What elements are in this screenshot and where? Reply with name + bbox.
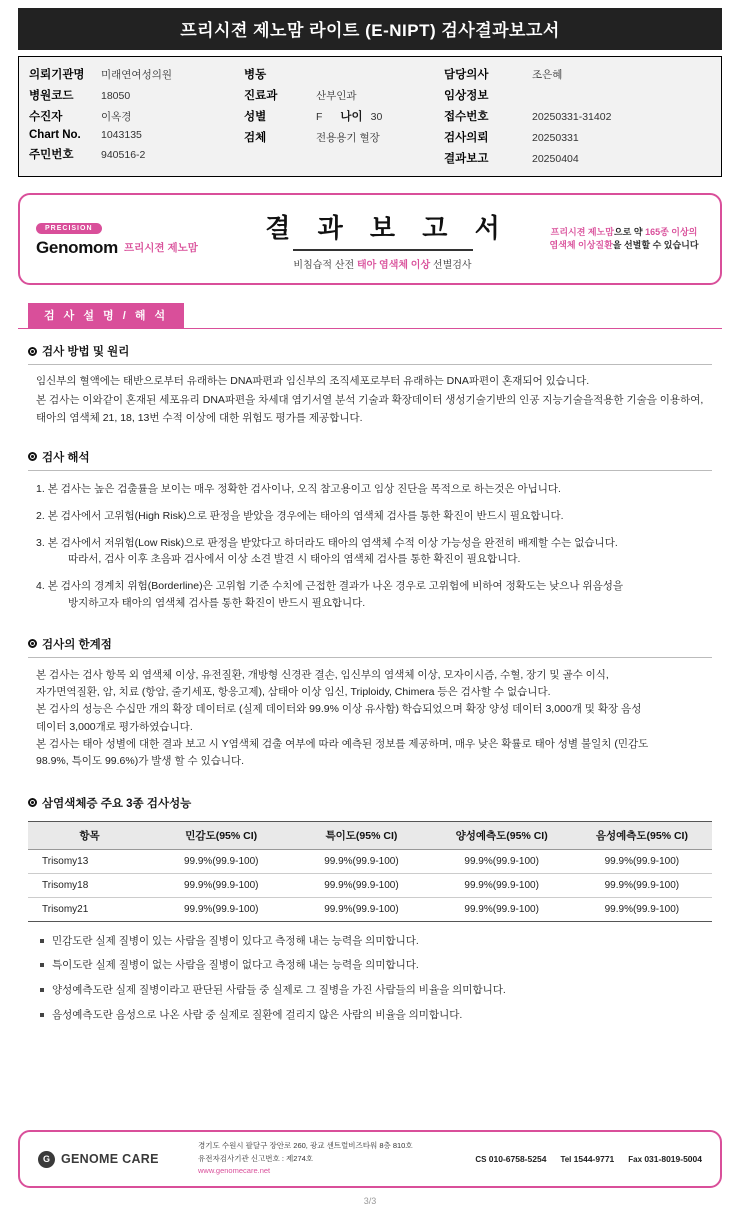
info-row [29, 129, 244, 141]
limits-line-5: 본 검사는 태아 성별에 대한 결과 보고 시 Y염색체 검출 여부에 따라 예측된 정보를 제공하며, 매우 낮은 확률로 태아 성별 불일치 (민감도 [36, 737, 649, 750]
circle-bullet-icon [28, 798, 37, 807]
cell-npv: 99.9%(99.9-100) [572, 897, 712, 921]
info-label: 임상정보 [444, 90, 489, 102]
report-page [0, 8, 740, 1216]
info-row [444, 129, 694, 145]
contact-info [475, 1154, 702, 1164]
info-label: 성별 [244, 111, 267, 123]
cell-npv: 99.9%(99.9-100) [572, 849, 712, 873]
info-label: 병동 [244, 69, 267, 81]
g-mark-icon: G [38, 1151, 55, 1168]
report-subtitle [221, 256, 544, 271]
list-item [36, 481, 712, 498]
item-text-continued: 방지하고자 태아의 염색체 검사를 통한 확진이 반드시 필요합니다. [68, 596, 366, 609]
brand-korean-name: 프리시젼 제노맘 [123, 242, 198, 254]
list-item [36, 508, 712, 525]
divider [28, 657, 712, 658]
column-header: 특이도(95% CI) [291, 821, 431, 849]
note-tail: 을 선별할 수 있습니다 [612, 240, 699, 250]
info-label: Chart No. [29, 129, 81, 141]
section-tab-explanation: 검 사 설 명 / 해 석 [28, 303, 184, 328]
report-title: 결 과 보 고 서 [265, 212, 510, 243]
info-value: 20250331-31402 [532, 111, 612, 123]
info-value: 18050 [101, 90, 131, 102]
limits-line-2: 자가면역질환, 암, 치료 (항암, 줄기세포, 항응고제), 삼태아 이상 임신, Triploidy, Chimera 등은 검사할 수 없습니다. [36, 686, 551, 699]
divider [28, 364, 712, 365]
cell-ppv: 99.9%(99.9-100) [432, 897, 572, 921]
address-line-2: 유전자검사기관 신고번호 : 제274호 [198, 1153, 314, 1163]
cell-item: Trisomy18 [28, 873, 151, 897]
limits-line-4: 데이터 3,000개로 평가하였습니다. [36, 720, 193, 733]
table-row [28, 897, 712, 921]
company-address [198, 1140, 475, 1178]
circle-bullet-icon [28, 639, 37, 648]
column-header: 양성예측도(95% CI) [432, 821, 572, 849]
heading-interpretation [28, 449, 712, 465]
list-item: 음성예측도란 음성으로 나온 사람 중 실제로 질환에 걸리지 않은 사람의 비율을 의미합니다. [38, 1008, 712, 1024]
info-row [444, 150, 694, 166]
method-paragraph-1: 임신부의 혈액에는 태반으로부터 유래하는 DNA파편과 임신부의 조직세포로부터 유래하는 DNA파편이 혼재되어 있습니다. [36, 375, 590, 387]
info-label: 주민번호 [29, 149, 74, 161]
cell-item: Trisomy21 [28, 897, 151, 921]
heading-method [28, 343, 712, 359]
subtitle-highlight: 태아 염색체 이상 [356, 259, 431, 271]
cell-item: Trisomy13 [28, 849, 151, 873]
patient-info-column-2 [244, 66, 444, 166]
item-number: 1. [36, 482, 45, 495]
column-header: 항목 [28, 821, 151, 849]
report-note [544, 226, 704, 253]
info-label: 수진자 [29, 111, 63, 123]
list-item [36, 535, 712, 569]
contact-tel [560, 1154, 614, 1164]
heading-limits [28, 636, 712, 652]
info-value: 940516-2 [101, 149, 146, 161]
info-value: 미래연여성의원 [101, 69, 173, 81]
method-paragraph-2: 본 검사는 이와같이 혼재된 세포유리 DNA파편을 차세대 염기서열 분석 기술과 확장데이터 생성기술기반의 인공 지능기술을적용한 기술을 이용하여, 태아의 염색체 21, 18, 13번 수적 이상에 대한 위험도 평가를 제공합니다. [36, 394, 704, 424]
limits-line-1: 본 검사는 검사 항목 외 염색체 이상, 유전질환, 개방형 신경관 결손, 임신부의 염색체 이상, 모자이시즘, 수혈, 장기 및 골수 이식, [36, 668, 609, 681]
info-row [29, 66, 244, 82]
brand-name: Genomom [36, 237, 118, 257]
info-value: 조은혜 [532, 69, 563, 81]
contact-fax-label: Fax [628, 1155, 643, 1164]
table-header-row [28, 821, 712, 849]
contact-fax [628, 1154, 702, 1164]
info-label: 병원코드 [29, 90, 74, 102]
cell-specificity: 99.9%(99.9-100) [291, 873, 431, 897]
contact-tel-label: Tel [560, 1155, 572, 1164]
info-row [444, 108, 694, 124]
cell-specificity: 99.9%(99.9-100) [291, 849, 431, 873]
interpretation-list [36, 481, 712, 612]
item-text: 본 검사의 경계치 위험(Borderline)은 고위험 기준 수치에 근접한 결과가 나온 경우로 고위험에 비하여 정확도는 낮으나 위음성을 [47, 580, 624, 593]
circle-bullet-icon [28, 347, 37, 356]
divider [28, 470, 712, 471]
contact-fax-value: 031-8019-5004 [644, 1154, 702, 1164]
item-text-continued: 따라서, 검사 이후 초음파 검사에서 이상 소견 발견 시 태아의 염색체 검사를 통한 확진이 필요합니다. [68, 553, 521, 566]
info-value: 전용용기 혈장 [316, 132, 380, 144]
cell-npv: 99.9%(99.9-100) [572, 873, 712, 897]
info-value: 산부인과 [316, 90, 357, 102]
cell-sensitivity: 99.9%(99.9-100) [151, 849, 291, 873]
company-name: GENOME CARE [61, 1152, 159, 1166]
heading-interpretation-label: 검사 해석 [42, 451, 90, 464]
report-title-block [221, 208, 544, 271]
page-title: 프리시젼 제노맘 라이트 (E-NIPT) 검사결과보고서 [18, 8, 722, 50]
list-item [36, 578, 712, 612]
contact-tel-value: 1544-9771 [573, 1154, 615, 1164]
info-label: 담당의사 [444, 69, 489, 81]
limits-line-3: 본 검사의 성능은 수십만 개의 확장 데이터로 (실제 데이터와 99.9% 이상 유사함) 학습되었으며 확장 양성 데이터 3,000개 및 확장 음성 [36, 703, 642, 716]
info-row [444, 66, 694, 82]
brand-logo-row [36, 238, 221, 258]
info-row-gender-age [244, 108, 444, 124]
item-number: 3. [36, 536, 45, 549]
info-row [444, 87, 694, 103]
item-number: 2. [36, 509, 45, 522]
item-text: 본 검사는 높은 검출률을 보이는 매우 정확한 검사이나, 오직 참고용이고 임상 진단을 목적으로 하는것은 아닙니다. [47, 482, 561, 495]
contact-cs [475, 1154, 546, 1164]
list-item: 특이도란 실제 질병이 없는 사람을 질병이 없다고 측정해 내는 능력을 의미합니다. [38, 958, 712, 974]
column-header: 민감도(95% CI) [151, 821, 291, 849]
page-number: 3/3 [363, 1196, 377, 1206]
patient-info-column-3 [444, 66, 694, 166]
note-disease: 염색체 이상질환 [549, 240, 613, 250]
info-row [244, 129, 444, 145]
brand-block [36, 221, 221, 258]
report-note-line2 [544, 239, 704, 253]
precision-badge: PRECISION [36, 223, 102, 234]
report-brand-frame [18, 193, 722, 285]
list-item: 민감도란 실제 질병이 있는 사람을 질병이 있다고 측정해 내는 능력을 의미합니다. [38, 934, 712, 950]
info-row [244, 87, 444, 103]
title-underline [293, 249, 473, 251]
item-text: 본 검사에서 저위험(Low Risk)으로 판정을 받았다고 하더라도 태아의 염색체 수적 이상 가능성을 완전히 배제할 수는 없습니다. [47, 536, 618, 549]
info-label: 검사의뢰 [444, 132, 489, 144]
contact-cs-value: 010-6758-5254 [488, 1154, 547, 1164]
info-label: 진료과 [244, 90, 278, 102]
list-item: 양성예측도란 실제 질병이라고 판단된 사람들 중 실제로 그 질병을 가진 사람들의 비율을 의미합니다. [38, 983, 712, 999]
footer [18, 1130, 722, 1188]
genome-care-logo [38, 1151, 198, 1168]
info-value: 20250331 [532, 132, 579, 144]
cell-specificity: 99.9%(99.9-100) [291, 897, 431, 921]
cell-ppv: 99.9%(99.9-100) [432, 849, 572, 873]
heading-performance [28, 795, 712, 811]
table-row [28, 849, 712, 873]
performance-notes [38, 934, 712, 1024]
patient-info-column-1 [29, 66, 244, 166]
cell-sensitivity: 99.9%(99.9-100) [151, 873, 291, 897]
info-value-age: 30 [370, 111, 383, 123]
item-number: 4. [36, 580, 45, 593]
address-line-1: 경기도 수원시 팔달구 장안로 260, 광교 센트럴비즈타워 8층 810호 [198, 1140, 413, 1150]
item-text: 본 검사에서 고위험(High Risk)으로 판정을 받았을 경우에는 태아의 염색체 검사를 통한 확진이 반드시 필요합니다. [47, 509, 564, 522]
cell-sensitivity: 99.9%(99.9-100) [151, 897, 291, 921]
subtitle-pre: 비침습적 산전 [293, 259, 357, 271]
section-tab-rule [18, 328, 722, 329]
report-note-line1 [544, 226, 704, 240]
info-row [29, 108, 244, 124]
info-label-age: 나이 [340, 111, 363, 123]
company-website-link[interactable]: www.genomecare.net [198, 1166, 271, 1176]
heading-method-label: 검사 방법 및 원리 [42, 346, 130, 358]
heading-performance-label: 삼염색체증 주요 3종 검사성능 [42, 797, 192, 810]
info-label: 접수번호 [444, 111, 489, 123]
note-brand: 프리시젼 제노맘 [550, 226, 614, 237]
subtitle-post: 선별검사 [430, 259, 472, 271]
note-mid: 으로 약 [613, 226, 646, 237]
info-row [244, 66, 444, 82]
cell-ppv: 99.9%(99.9-100) [432, 873, 572, 897]
info-label: 결과보고 [444, 153, 489, 165]
note-count: 165종 이상의 [645, 226, 698, 237]
report-content [28, 343, 712, 1024]
table-row [28, 873, 712, 897]
info-value: 이옥경 [101, 111, 132, 123]
contact-cs-label: CS [475, 1155, 487, 1164]
info-value: 1043135 [101, 129, 142, 141]
info-row [29, 146, 244, 162]
info-label: 검체 [244, 132, 267, 144]
info-value: F [316, 111, 323, 123]
info-label: 의뢰기관명 [29, 69, 85, 81]
circle-bullet-icon [28, 452, 37, 461]
limits-line-6: 98.9%, 특이도 99.6%)가 발생 할 수 있습니다. [36, 755, 245, 768]
info-row [29, 87, 244, 103]
info-value: 20250404 [532, 153, 579, 165]
patient-info-box [18, 56, 722, 177]
column-header: 음성예측도(95% CI) [572, 821, 712, 849]
performance-table [28, 821, 712, 922]
heading-limits-label: 검사의 한계점 [42, 638, 112, 651]
